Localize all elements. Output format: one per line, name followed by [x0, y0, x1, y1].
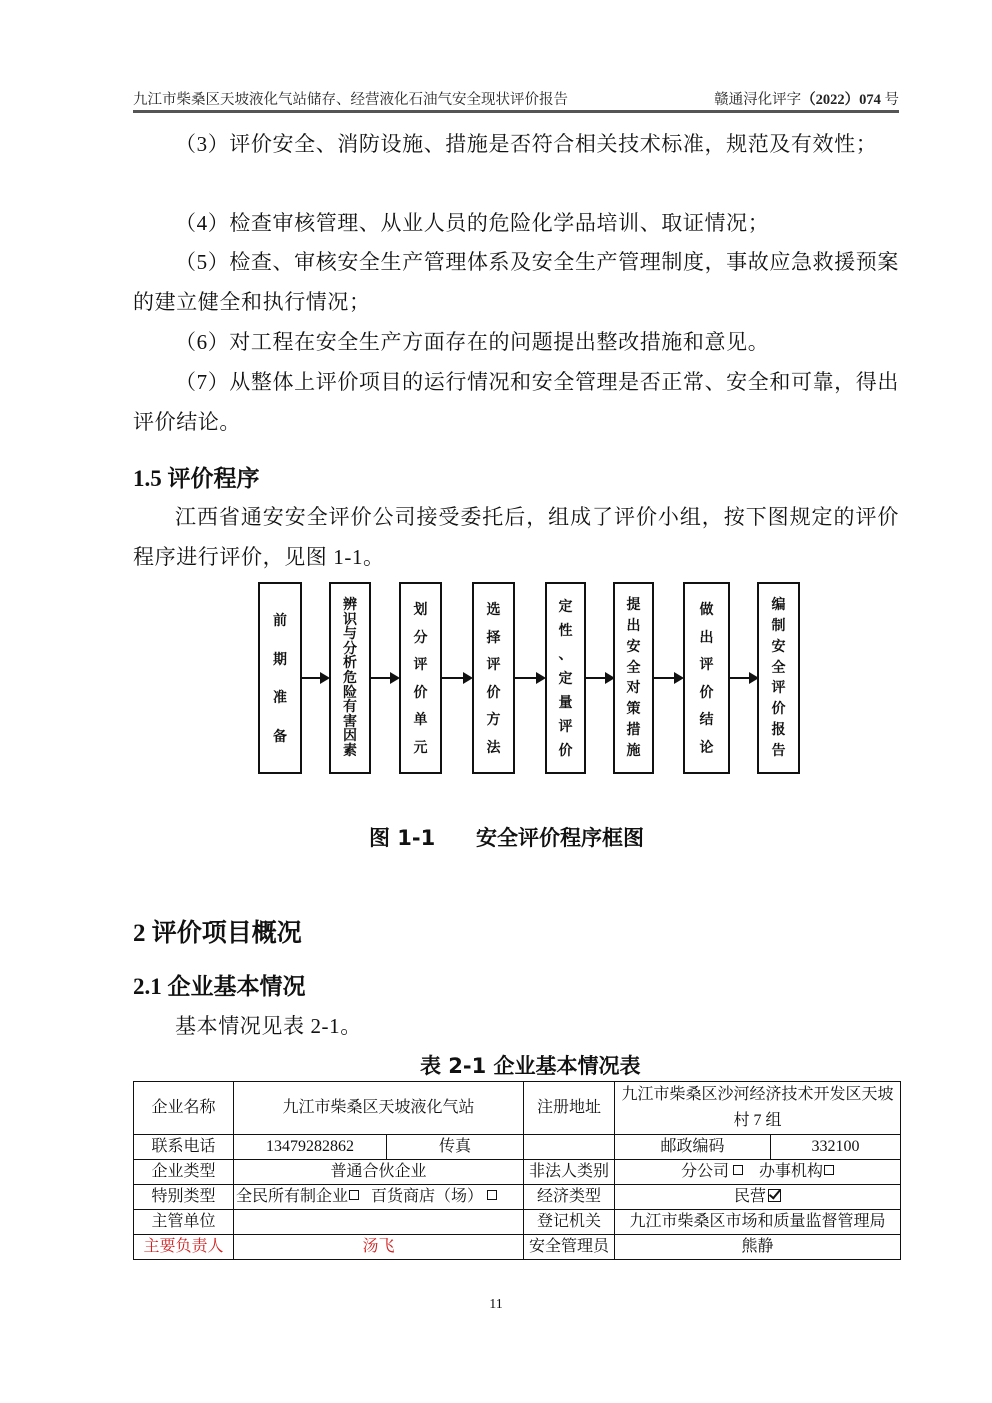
- flow-step-char: 编: [771, 597, 786, 613]
- doc-number-prefix: 赣通浔化评字: [714, 92, 802, 108]
- flow-step-char: 价: [413, 684, 428, 701]
- flow-step-char: 险: [343, 684, 357, 701]
- flow-step-char: 素: [343, 742, 357, 759]
- flow-step-conclusion: [683, 582, 730, 774]
- flow-step-hazard-identification: [329, 582, 371, 774]
- table-row: [134, 1135, 901, 1160]
- cell-value: [524, 1135, 615, 1160]
- option-label: 民营: [734, 1188, 767, 1205]
- table-row: [134, 1235, 901, 1260]
- section-heading-2-1: 2.1 企业基本情况: [133, 974, 306, 999]
- flow-step-char: 策: [626, 701, 641, 718]
- page-number: 11: [489, 1297, 503, 1312]
- flow-step-char: 分: [343, 640, 357, 657]
- cell-value: [615, 1160, 901, 1185]
- cell-label: 注册地址: [524, 1082, 615, 1135]
- flow-step-char: 报: [771, 722, 786, 739]
- flow-step-char: 价: [486, 684, 501, 701]
- cell-value: [234, 1210, 524, 1235]
- flow-step-char: 施: [626, 742, 641, 759]
- flow-step-evaluation-units: [399, 582, 442, 774]
- section-heading-2: 2 评价项目概况: [133, 920, 302, 947]
- cell-label: 联系电话: [134, 1135, 234, 1160]
- document-number: [714, 88, 899, 109]
- table-row: [134, 1082, 901, 1135]
- flow-step-char: 对: [626, 680, 641, 697]
- flow-step-char: 评: [486, 657, 501, 674]
- checkbox-unchecked-icon: [733, 1165, 743, 1175]
- enterprise-info-table: [133, 1081, 901, 1260]
- cell-value: 九江市柴桑区沙河经济技术开发区天坡村 7 组: [615, 1082, 901, 1135]
- cell-value: 熊静: [615, 1235, 901, 1260]
- flowchart: [250, 578, 810, 783]
- option-label: 分公司: [681, 1163, 730, 1180]
- flow-step-char: 评: [413, 657, 428, 674]
- flow-step-countermeasures: [613, 582, 654, 774]
- flow-step-char: 全: [771, 659, 786, 676]
- flow-step-char: 出: [626, 617, 641, 634]
- checkbox-unchecked-icon: [824, 1165, 834, 1175]
- doc-number-year: （2022）074: [801, 92, 881, 108]
- cell-value: 九江市柴桑区市场和质量监督管理局: [615, 1210, 901, 1235]
- flow-step-char: 制: [771, 617, 786, 634]
- table-row: [134, 1185, 901, 1210]
- flow-arrow: [586, 677, 613, 679]
- flow-step-char: 与: [343, 626, 357, 643]
- flow-step-char: 析: [343, 655, 357, 672]
- flow-step-char: 害: [343, 713, 357, 730]
- flow-step-char: 元: [413, 739, 428, 756]
- list-item: （4）检查审核管理、从业人员的危险化学品培训、取证情况；: [175, 211, 770, 235]
- flow-step-char: 量: [558, 695, 573, 711]
- list-item: （5）检查、审核安全生产管理体系及安全生产管理制度，事故应急救援预案的建立健全和执行情况；: [133, 250, 899, 314]
- flow-step-preparation: [258, 582, 302, 774]
- flow-step-char: 危: [343, 669, 357, 686]
- flow-arrow: [371, 677, 398, 679]
- header-rule: [133, 110, 899, 113]
- flow-step-char: 单: [413, 712, 428, 729]
- flow-step-char: 做: [699, 602, 714, 619]
- flow-arrow: [654, 677, 682, 679]
- page-header: [133, 86, 899, 110]
- flow-arrow: [302, 677, 328, 679]
- list-item: （3）评价安全、消防设施、措施是否符合相关技术标准，规范及有效性；: [175, 132, 878, 156]
- table-title: 表 2-1 企业基本情况表: [420, 1054, 641, 1078]
- cell-label: 特别类型: [134, 1185, 234, 1210]
- flow-step-char: 期: [273, 651, 287, 668]
- flow-step-qualitative-quantitative: [545, 582, 586, 774]
- flow-step-char: 识: [343, 611, 357, 628]
- checkbox-unchecked-icon: [349, 1190, 359, 1200]
- cell-value: 13479282862: [234, 1135, 387, 1160]
- flow-step-char: 、: [558, 647, 573, 663]
- flow-step-char: 定: [558, 671, 573, 687]
- flow-step-char: 性: [558, 623, 573, 639]
- flow-step-char: 前: [273, 613, 287, 630]
- doc-number-suffix: 号: [884, 92, 899, 108]
- flow-step-char: 划: [413, 602, 428, 619]
- cell-label: 登记机关: [524, 1210, 615, 1235]
- cell-label: 主管单位: [134, 1210, 234, 1235]
- section-paragraph: 基本情况见表 2-1。: [175, 1014, 362, 1038]
- flow-step-char: 分: [413, 629, 428, 646]
- cell-value: 332100: [771, 1135, 901, 1160]
- flow-step-char: 告: [771, 742, 786, 759]
- table-row: [134, 1160, 901, 1185]
- flow-step-char: 备: [273, 728, 287, 745]
- table-row: [134, 1210, 901, 1235]
- flow-arrow: [515, 677, 544, 679]
- cell-value: 普通合伙企业: [234, 1160, 524, 1185]
- checkbox-unchecked-icon: [487, 1190, 497, 1200]
- flow-step-char: 评: [699, 657, 714, 674]
- cell-value: 九江市柴桑区天坡液化气站: [234, 1082, 524, 1135]
- flow-arrow: [442, 677, 471, 679]
- cell-label: 传真: [387, 1135, 524, 1160]
- cell-label: 邮政编码: [615, 1135, 771, 1160]
- cell-label: 企业类型: [134, 1160, 234, 1185]
- flow-step-char: 辨: [343, 597, 357, 613]
- flow-step-char: 安: [626, 638, 641, 655]
- flow-step-char: 安: [771, 638, 786, 655]
- flow-step-char: 因: [343, 728, 357, 745]
- cell-value: [615, 1185, 901, 1210]
- flow-step-char: 评: [771, 680, 786, 697]
- list-item: （7）从整体上评价项目的运行情况和安全管理是否正常、安全和可靠，得出评价结论。: [133, 370, 899, 434]
- option-label: 全民所有制企业: [236, 1188, 349, 1205]
- checkbox-checked-icon: [768, 1189, 781, 1202]
- flow-step-char: 价: [699, 684, 714, 701]
- flow-arrow: [730, 677, 757, 679]
- flow-step-char: 准: [273, 690, 287, 707]
- figure-title: 安全评价程序框图: [476, 826, 644, 850]
- flow-step-char: 价: [558, 743, 573, 759]
- flow-step-char: 评: [558, 719, 573, 735]
- flow-step-report: [757, 582, 800, 774]
- flow-step-char: 措: [626, 722, 641, 739]
- flow-step-char: 出: [699, 629, 714, 646]
- flow-step-char: 提: [626, 597, 641, 613]
- option-label: 百货商店（场）: [371, 1188, 484, 1205]
- cell-label: 安全管理员: [524, 1235, 615, 1260]
- option-label: 办事机构: [759, 1163, 824, 1180]
- cell-label: 经济类型: [524, 1185, 615, 1210]
- list-item: （6）对工程在安全生产方面存在的问题提出整改措施和意见。: [175, 330, 770, 354]
- section-heading-1-5: 1.5 评价程序: [133, 466, 260, 491]
- report-title: 九江市柴桑区天坡液化气站储存、经营液化石油气安全现状评价报告: [133, 92, 568, 108]
- flow-step-char: 有: [343, 699, 357, 716]
- flow-step-select-methods: [472, 582, 515, 774]
- flow-step-char: 结: [699, 712, 714, 729]
- cell-label: 非法人类别: [524, 1160, 615, 1185]
- flow-step-char: 选: [486, 602, 501, 619]
- cell-value: 汤飞: [234, 1235, 524, 1260]
- flow-step-char: 定: [558, 599, 573, 615]
- section-paragraph: 江西省通安安全评价公司接受委托后，组成了评价小组，按下图规定的评价程序进行评价，见图 1-1。: [133, 505, 899, 569]
- flow-step-char: 全: [626, 659, 641, 676]
- flow-step-char: 论: [699, 739, 714, 756]
- cell-label: 主要负责人: [134, 1235, 234, 1260]
- flow-step-char: 法: [486, 739, 501, 756]
- flow-step-char: 择: [486, 629, 501, 646]
- flow-step-char: 方: [486, 712, 501, 729]
- figure-number: 图 1-1: [369, 826, 436, 850]
- cell-label: 企业名称: [134, 1082, 234, 1135]
- cell-value: [234, 1185, 524, 1210]
- flow-step-char: 价: [771, 701, 786, 718]
